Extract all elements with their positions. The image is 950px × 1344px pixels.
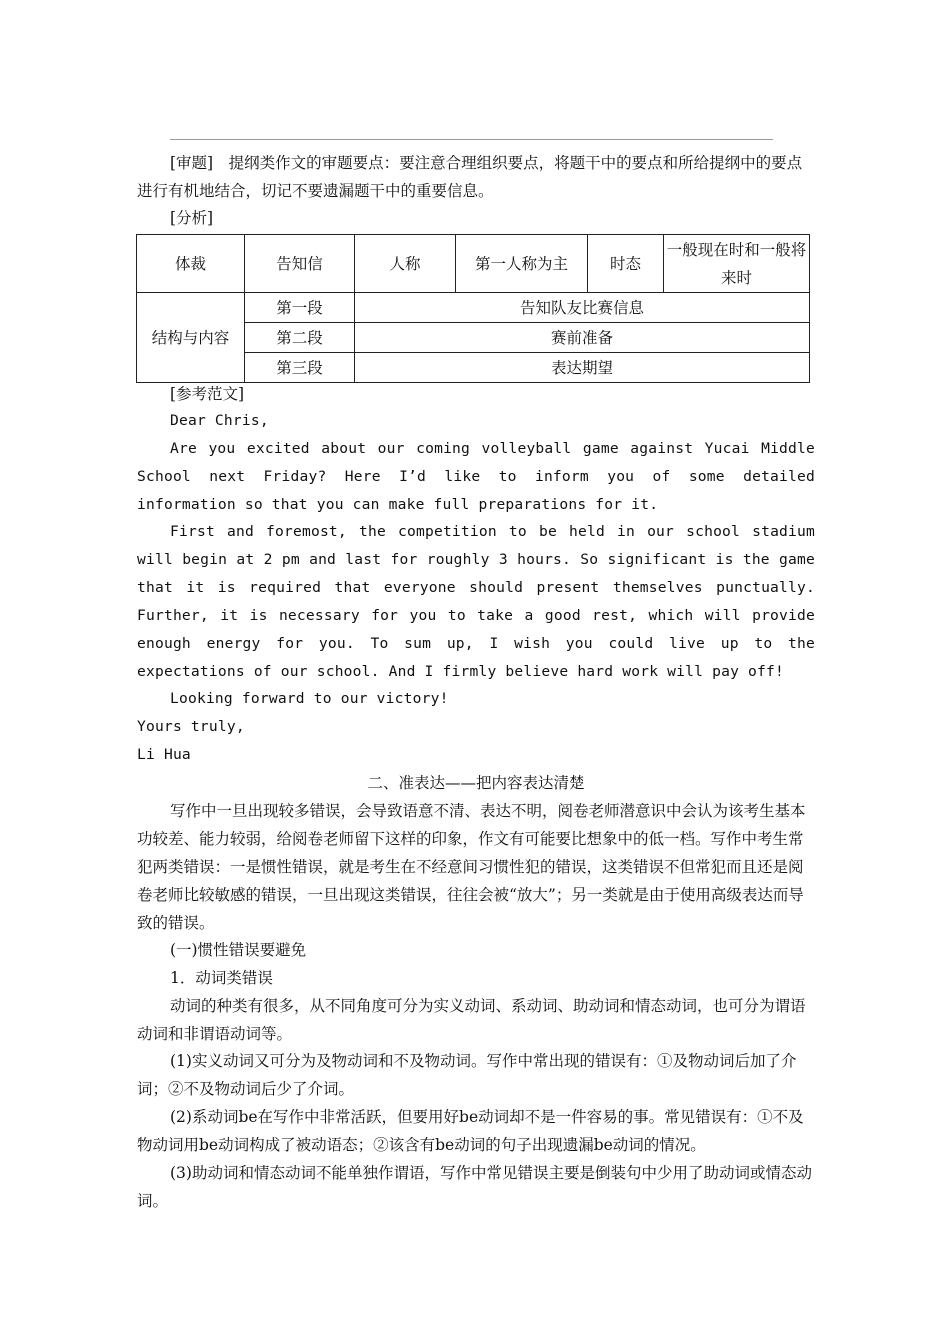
table-row — [137, 293, 810, 323]
verb-intro: 动词的种类有很多，从不同角度可分为实义动词、系动词、助动词和情态动词，也可分为谓语动词和非谓语动词等。 — [137, 997, 806, 1043]
shentu-label: [审题] — [170, 154, 214, 172]
model-greeting: Dear Chris, — [170, 412, 269, 429]
paragraph-name-cell: 第一段 — [245, 293, 355, 323]
paragraph-name-cell: 第二段 — [245, 323, 355, 353]
table-cell: 告知信 — [245, 235, 355, 293]
model-label: [参考范文] — [170, 385, 245, 403]
paragraph-name-cell: 第三段 — [245, 353, 355, 383]
table-row — [137, 235, 810, 293]
table-cell: 体裁 — [137, 235, 245, 293]
top-divider — [170, 139, 773, 140]
paragraph-content-cell: 告知队友比赛信息 — [355, 293, 810, 323]
shentu-paragraph — [137, 149, 815, 205]
table-cell: 一般现在时和一般将来时 — [664, 235, 810, 293]
table-cell: 时态 — [588, 235, 664, 293]
table-cell: 人称 — [355, 235, 456, 293]
verb-item-1: (1)实义动词又可分为及物动词和不及物动词。写作中常出现的错误有：①及物动词后加了介词；②不及物动词后少了介词。 — [137, 1052, 797, 1098]
shentu-text: 提纲类作文的审题要点：要注意合理组织要点，将题干中的要点和所给提纲中的要点进行有机地结合，切记不要遗漏题干中的重要信息。 — [137, 154, 803, 200]
model-sign-off: Yours truly, — [137, 718, 245, 735]
model-signature: Li Hua — [137, 746, 191, 763]
section-title: 二、准表达——把内容表达清楚 — [367, 774, 585, 792]
analysis-table — [136, 234, 810, 383]
model-paragraph-1: Are you excited about our coming volleyball game against Yucai Middle School next Friday? Here I’d like to inform you of some detailed information so that you can make full preparations for it. — [137, 440, 815, 513]
paragraph-content-cell: 表达期望 — [355, 353, 810, 383]
paragraph-content-cell: 赛前准备 — [355, 323, 810, 353]
table-cell: 第一人称为主 — [456, 235, 588, 293]
fenxi-label: [分析] — [170, 209, 214, 227]
section-intro: 写作中一旦出现较多错误，会导致语意不清、表达不明，阅卷老师潜意识中会认为该考生基本功较差、能力较弱，给阅卷老师留下这样的印象，作文有可能要比想象中的低一档。写作中考生常犯两类错误：一是惯性错误，就是考生在不经意间习惯性犯的错误，这类错误不但常犯而且还是阅卷老师比较敏感的错误，一旦出现这类错误，往往会被“放大”；另一类就是由于使用高级表达而导致的错误。 — [137, 802, 806, 932]
verb-item-2: (2)系动词be在写作中非常活跃，但要用好be动词却不是一件容易的事。常见错误有：①不及物动词用be动词构成了被动语态；②该含有be动词的句子出现遗漏be动词的情况。 — [137, 1108, 804, 1154]
structure-label-cell: 结构与内容 — [137, 293, 245, 383]
model-paragraph-2: First and foremost, the competition to be held in our school stadium will begin at 2 pm and last for roughly 3 hours. So significant is the game that it is required that everyone should present themselves punctually. Further, it is necessary for you to take a good rest, which will provide enough energy for you. To sum up, I wish you could live up to the expectations of our school. And I firmly believe hard work will pay off! — [137, 523, 815, 680]
verb-item-3: (3)助动词和情态动词不能单独作谓语，写作中常见错误主要是倒装句中少用了助动词或情态动词。 — [137, 1164, 812, 1210]
subheading-habitual-errors: (一)惯性错误要避免 — [170, 941, 307, 959]
model-closing-line: Looking forward to our victory! — [170, 690, 449, 707]
subheading-verb-errors: 1．动词类错误 — [170, 969, 273, 987]
